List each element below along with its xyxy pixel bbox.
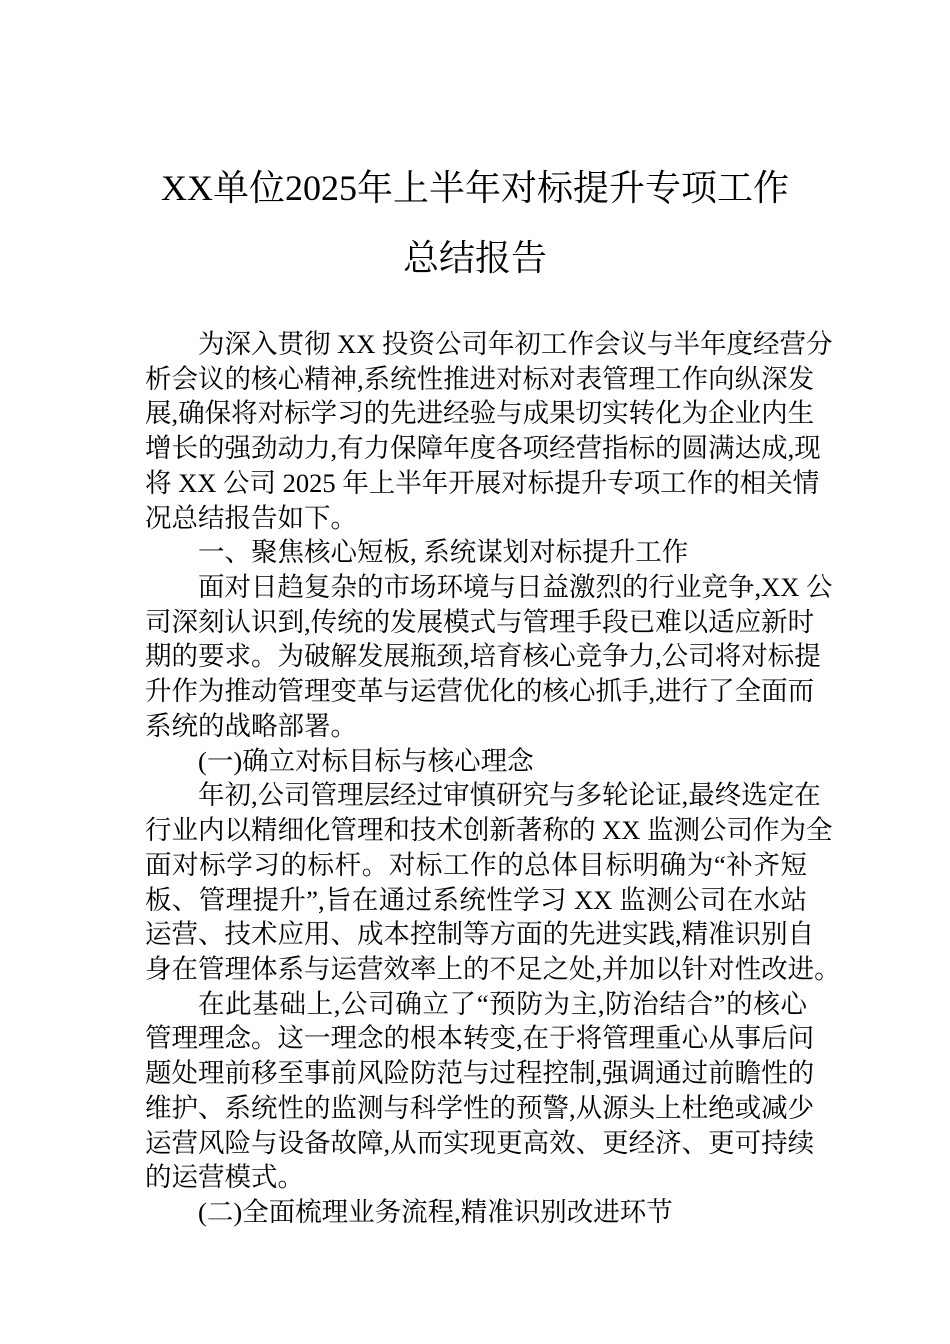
- text-line: 况总结报告如下。: [145, 502, 357, 533]
- document-body: [145, 327, 841, 1230]
- document-title-line-2: 总结报告: [402, 238, 547, 278]
- text-line: 行业内以精细化管理和技术创新著称的 XX 监测公司作为全: [145, 815, 833, 846]
- text-line: 面对标学习的标杆。对标工作的总体目标明确为“补齐短: [145, 849, 807, 880]
- text-line: (二)全面梳理业务流程,精准识别改进环节: [198, 1196, 673, 1227]
- document-title-line-1: XX单位2025年上半年对标提升专项工作: [161, 168, 789, 208]
- text-line: 司深刻认识到,传统的发展模式与管理手段已难以适应新时: [145, 606, 815, 637]
- text-line: 展,确保将对标学习的先进经验与成果切实转化为企业内生: [145, 398, 815, 429]
- text-line: 题处理前移至事前风险防范与过程控制,强调通过前瞻性的: [145, 1058, 815, 1089]
- text-line: 析会议的核心精神,系统性推进对标对表管理工作向纵深发: [145, 363, 815, 394]
- text-line: 的运营模式。: [145, 1162, 304, 1193]
- text-line: 为深入贯彻 XX 投资公司年初工作会议与半年度经营分: [198, 329, 833, 359]
- text-line: 期的要求。为破解发展瓶颈,培育核心竞争力,公司将对标提: [145, 641, 821, 672]
- text-line: 板、管理提升”,旨在通过系统性学习 XX 监测公司在水站: [145, 884, 807, 915]
- text-line: 运营、技术应用、成本控制等方面的先进实践,精准识别自: [145, 919, 815, 950]
- text-line: 面对日趋复杂的市场环境与日益激烈的行业竞争,XX 公: [198, 572, 833, 603]
- text-line: 系统的战略部署。: [145, 710, 357, 741]
- text-line: 维护、系统性的监测与科学性的预警,从源头上杜绝或减少: [145, 1092, 815, 1123]
- text-line: 在此基础上,公司确立了“预防为主,防治结合”的核心: [198, 988, 807, 1019]
- text-line: 升作为推动管理变革与运营优化的核心抓手,进行了全面而: [145, 676, 815, 707]
- text-line: 运营风险与设备故障,从而实现更高效、更经济、更可持续: [145, 1127, 815, 1158]
- text-line: 一、聚焦核心短板, 系统谋划对标提升工作: [198, 537, 689, 568]
- text-line: 身在管理体系与运营效率上的不足之处,并加以针对性改进。: [145, 953, 841, 984]
- text-line: (一)确立对标目标与核心理念: [198, 745, 534, 776]
- text-line: 年初,公司管理层经过审慎研究与多轮论证,最终选定在: [198, 780, 821, 811]
- text-line: 管理理念。这一理念的根本转变,在于将管理重心从事后问: [145, 1023, 815, 1054]
- text-line: 将 XX 公司 2025 年上半年开展对标提升专项工作的相关情: [145, 467, 820, 498]
- text-line: 增长的强劲动力,有力保障年度各项经营指标的圆满达成,现: [145, 433, 821, 464]
